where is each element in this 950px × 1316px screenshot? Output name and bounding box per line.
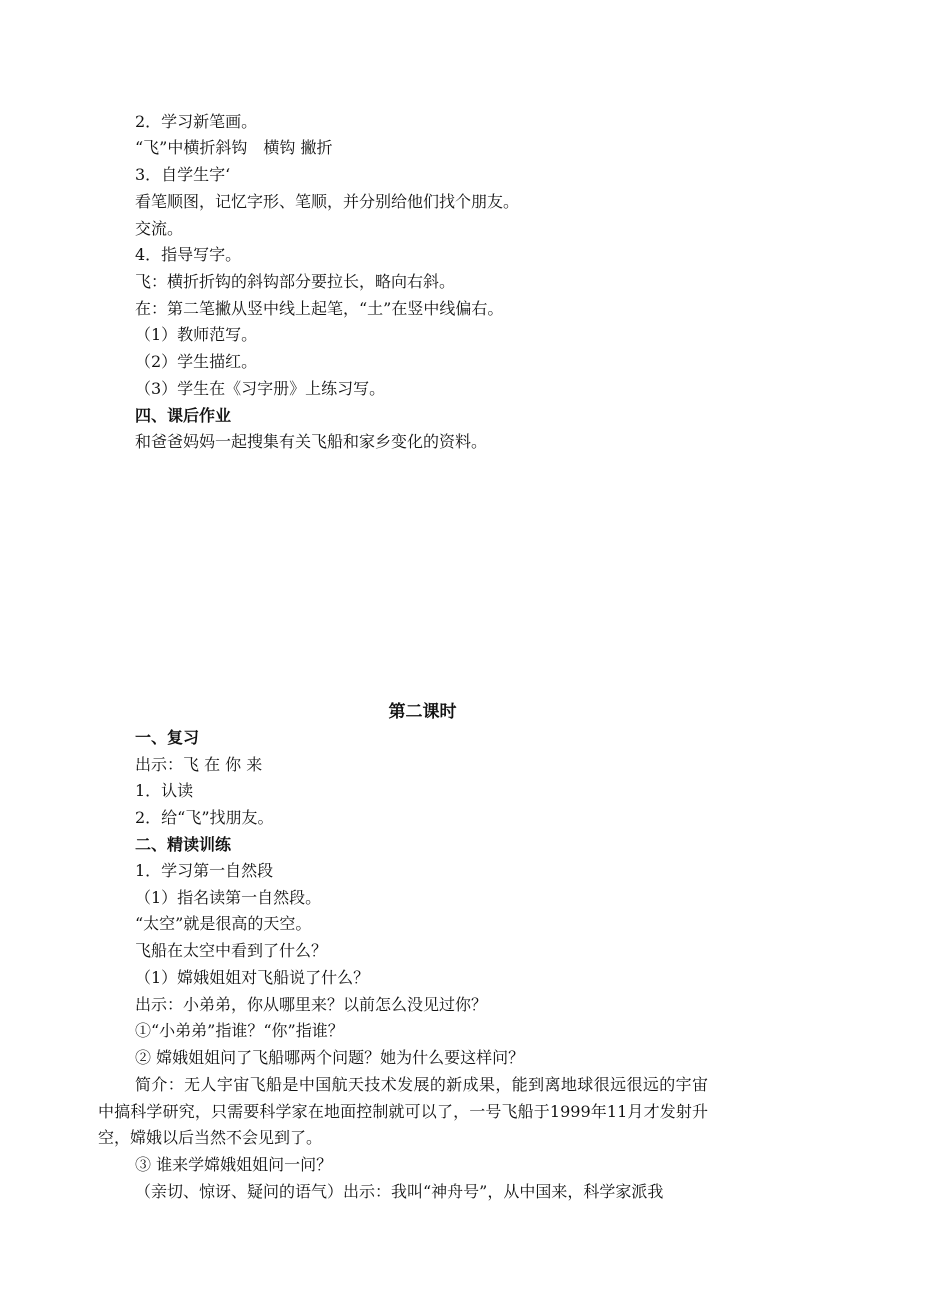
reading-line-8: ② 嫦娥姐姐问了飞船哪两个问题？她为什么要这样问？ bbox=[135, 1048, 525, 1067]
homework-heading: 四、课后作业 bbox=[135, 406, 232, 425]
lesson-title: 第二课时 bbox=[388, 702, 457, 722]
reading-line-6: 出示：小弟弟，你从哪里来？以前怎么没见过你？ bbox=[135, 995, 488, 1014]
zai-writing-tip: 在：第二笔撇从竖中线上起笔，“土”在竖中线偏右。 bbox=[135, 299, 504, 318]
student-trace-line: （2）学生描红。 bbox=[135, 352, 258, 371]
review-heading: 一、复习 bbox=[135, 728, 200, 747]
workbook-practice-line: （3）学生在《习字册》上练习写。 bbox=[135, 379, 386, 398]
reading-line-4: 飞船在太空中看到了什么？ bbox=[135, 941, 328, 960]
stroke-order-line: 看笔顺图，记忆字形、笔顺，并分别给他们找个朋友。 bbox=[135, 192, 520, 211]
step-3-line: 3．自学生字‘ bbox=[135, 165, 231, 184]
exchange-line: 交流。 bbox=[135, 219, 184, 238]
reading-line-2: （1）指名读第一自然段。 bbox=[135, 888, 322, 907]
review-friend-line: 2．给“飞”找朋友。 bbox=[135, 808, 274, 827]
fei-writing-tip: 飞：横折折钩的斜钩部分要拉长，略向右斜。 bbox=[135, 272, 456, 291]
shenzhou-line: （亲切、惊讶、疑问的语气）出示：我叫“神舟号”，从中国来，科学家派我 bbox=[135, 1182, 664, 1201]
reading-line-3: “太空”就是很高的天空。 bbox=[135, 914, 312, 933]
reading-line-7: ①“小弟弟”指谁？“你”指谁？ bbox=[135, 1021, 344, 1040]
reading-line-5: （1）嫦娥姐姐对飞船说了什么？ bbox=[135, 968, 370, 987]
teacher-demo-line: （1）教师范写。 bbox=[135, 325, 258, 344]
step-2-line: 2．学习新笔画。 bbox=[135, 112, 258, 131]
review-show-line: 出示：飞 在 你 来 bbox=[135, 755, 263, 774]
review-read-line: 1．认读 bbox=[135, 781, 194, 800]
new-strokes-line: “飞”中横折斜钩 横钩 撇折 bbox=[135, 138, 333, 157]
homework-text: 和爸爸妈妈一起搜集有关飞船和家乡变化的资料。 bbox=[135, 432, 488, 451]
question-line: ③ 谁来学嫦娥姐姐问一问？ bbox=[135, 1155, 333, 1174]
step-4-line: 4．指导写字。 bbox=[135, 245, 242, 264]
reading-line-1: 1．学习第一自然段 bbox=[135, 861, 274, 880]
intro-paragraph: 简介：无人宇宙飞船是中国航天技术发展的新成果，能到离地球很远很远的宇宙中搞科学研究，只需要科学家在地面控制就可以了，一号飞船于1999年11月才发射升空，嫦娥以后当然不会见到了。 bbox=[98, 1075, 708, 1147]
reading-heading: 二、精读训练 bbox=[135, 835, 232, 854]
